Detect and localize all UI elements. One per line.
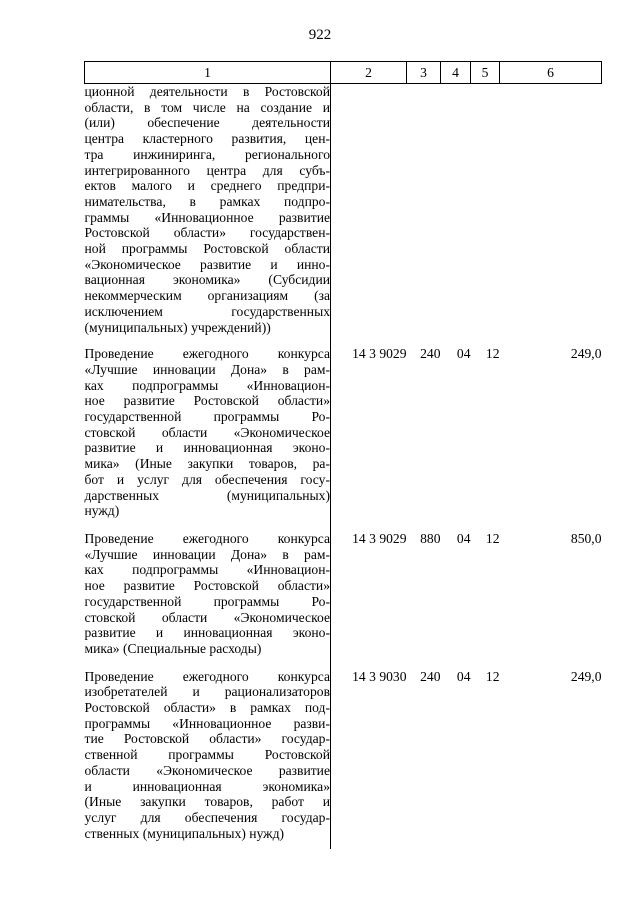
- description-line: дарственных (муниципальных): [84, 487, 330, 503]
- description-line: исключением государственных: [84, 303, 330, 319]
- vr-cell: 240: [420, 668, 441, 684]
- amount-cell: 249,0: [570, 668, 602, 684]
- description-line: развитие и инновационная эконо-: [84, 440, 330, 456]
- vr-cell: 240: [420, 346, 441, 362]
- description-line: ственной программы Ростовской: [84, 747, 330, 763]
- description-line: центра кластерного развития, цен-: [84, 131, 330, 147]
- description-line: ках подпрограммы «Инновацион-: [84, 377, 330, 393]
- description-line: «Лучшие инновации Дона» в рам-: [84, 361, 330, 377]
- description-line: ное развитие Ростовской области»: [84, 578, 330, 594]
- column-header: 5: [471, 62, 500, 84]
- table-row: [85, 527, 602, 665]
- description-line: нужд): [84, 503, 120, 519]
- description-line: Ростовской области» в рамках под-: [84, 700, 330, 716]
- table-row: [85, 342, 602, 527]
- rz-cell: 04: [456, 530, 471, 546]
- pr-cell: 12: [485, 530, 500, 546]
- description-line: (муниципальных) учреждений)): [84, 319, 271, 335]
- description-line: граммы «Инновационное развитие: [84, 209, 330, 225]
- description-line: «Лучшие инновации Дона» в рам-: [84, 546, 330, 562]
- csr-cell: [331, 84, 407, 343]
- description-line: нимательства, в рамках подпро-: [84, 193, 330, 209]
- amount-cell: 850,0: [570, 530, 602, 546]
- rz-cell: 04: [456, 346, 471, 362]
- description-line: бот и услуг для обеспечения госу-: [84, 471, 330, 487]
- budget-table: [84, 61, 602, 849]
- description-line: вационная экономика» (Субсидии: [84, 272, 330, 288]
- row-description: [85, 665, 331, 850]
- column-header: 4: [441, 62, 471, 84]
- table-row: [85, 665, 602, 850]
- description-line: (или) обеспечение деятельности: [84, 115, 330, 131]
- description-line: области, в том числе на создание и: [84, 99, 330, 115]
- description-line: услуг для обеспечения государ-: [84, 809, 330, 825]
- description-line: Проведение ежегодного конкурса: [84, 668, 330, 684]
- table-row-continuation: [85, 84, 602, 343]
- table-header-row: [85, 62, 602, 84]
- description-line: ционной деятельности в Ростовской: [84, 84, 330, 99]
- description-line: развитие и инновационная эконо-: [84, 625, 330, 641]
- description-line: ное развитие Ростовской области»: [84, 393, 330, 409]
- column-header: 6: [500, 62, 602, 84]
- row-description: [85, 527, 331, 665]
- row-description: [85, 342, 331, 527]
- vr-cell: [407, 84, 441, 343]
- description-line: мика» (Иные закупки товаров, ра-: [84, 456, 330, 472]
- description-line: стовской области «Экономическое: [84, 424, 330, 440]
- csr-cell: 14 3 9030: [352, 668, 407, 684]
- description-line: (Иные закупки товаров, работ и: [84, 794, 330, 810]
- description-line: государственной программы Ро-: [84, 593, 330, 609]
- description-line: «Экономическое развитие и инно-: [84, 256, 330, 272]
- amount-cell: 249,0: [570, 346, 602, 362]
- description-line: Проведение ежегодного конкурса: [84, 346, 330, 362]
- description-line: интегрированного центра для субъ-: [84, 162, 330, 178]
- description-line: ной программы Ростовской области: [84, 241, 330, 257]
- description-line: изобретателей и рационализаторов: [84, 684, 330, 700]
- pr-cell: [471, 84, 500, 343]
- description-line: некоммерческим организациям (за: [84, 288, 330, 304]
- pr-cell: 12: [485, 346, 500, 362]
- rz-cell: 04: [456, 668, 471, 684]
- description-line: ках подпрограммы «Инновацион-: [84, 562, 330, 578]
- column-header: 2: [331, 62, 407, 84]
- rz-cell: [441, 84, 471, 343]
- description-line: Проведение ежегодного конкурса: [84, 530, 330, 546]
- description-line: ектов малого и среднего предпри-: [84, 178, 330, 194]
- description-line: тра инжиниринга, регионального: [84, 146, 330, 162]
- description-line: и инновационная экономика»: [84, 778, 330, 794]
- csr-cell: 14 3 9029: [352, 530, 407, 546]
- description-line: мика» (Специальные расходы): [84, 640, 262, 656]
- amount-cell: [500, 84, 602, 343]
- vr-cell: 880: [420, 530, 441, 546]
- description-line: Ростовской области» государствен-: [84, 225, 330, 241]
- description-line: ственных (муниципальных) нужд): [84, 825, 285, 841]
- column-header: 3: [407, 62, 441, 84]
- description-line: области «Экономическое развитие: [84, 762, 330, 778]
- description-line: государственной программы Ро-: [84, 409, 330, 425]
- column-header: 1: [85, 62, 331, 84]
- description-line: программы «Инновационное разви-: [84, 715, 330, 731]
- pr-cell: 12: [485, 668, 500, 684]
- row-description: [85, 84, 331, 343]
- description-line: стовской области «Экономическое: [84, 609, 330, 625]
- description-line: тие Ростовской области» государ-: [84, 731, 330, 747]
- page-number: 922: [308, 27, 332, 43]
- csr-cell: 14 3 9029: [352, 346, 407, 362]
